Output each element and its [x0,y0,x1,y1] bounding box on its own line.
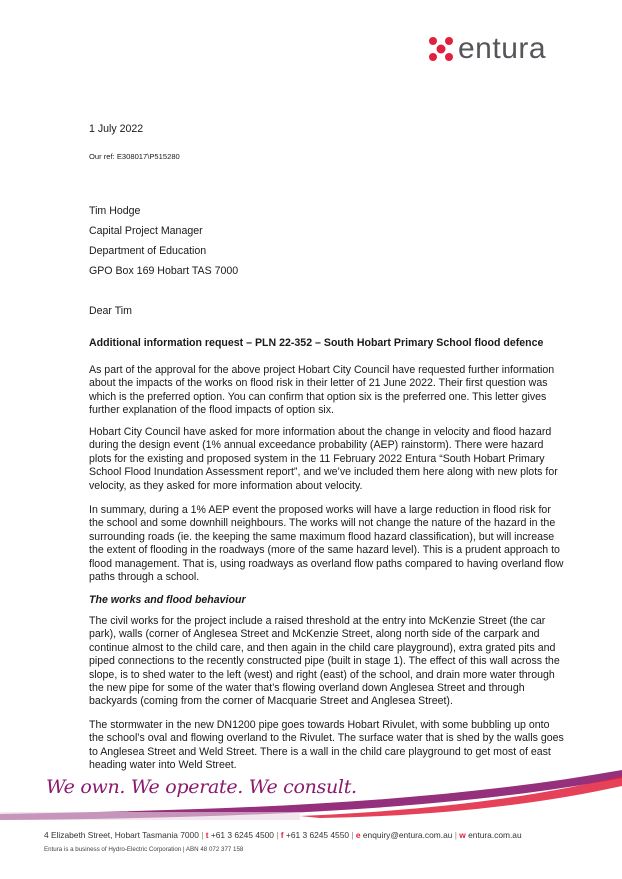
text-line: flood management. That is, using roadways as overland flow paths compared to having overland flow [89,557,564,570]
text-line: the school and some downhill neighbours. The works will not change the nature of the hazard in the [89,517,556,530]
text-line: The stormwater in the new DN1200 pipe goes towards Hobart Rivulet, with some bubbling up onto [89,719,550,731]
footer-company: Entura is a business of Hydro-Electric Corporation | ABN 48 072 377 158 [44,846,244,853]
text-line: paths through a school. [89,571,200,584]
text-line: velocity, as they asked for more information about velocity. [89,479,363,492]
letter-date: 1 July 2022 [89,123,144,135]
entura-mark-icon [428,36,454,62]
paragraph-civil-works [89,615,569,709]
text-line: park), walls (corner of Anglesea Street and McKenzie Street, along north side of the carpark and [89,628,540,641]
text-line: about the impacts of the works on flood risk in their letter of 21 June 2022. Their first question was [89,377,548,390]
text-line: which is the preferred option. You can confirm that option six is the preferred one. This letter gives [89,390,547,403]
text-line: the school’s oval and flowing overland to the Rivulet. The surface water that is shed by the walls goes [89,732,564,745]
text-line: the new pipe for some of the water that’s flowing overland down Anglesea Street and through [89,682,525,695]
text-line: heading water into Weld Street. [89,759,237,772]
text-line: piped connections to the recently constructed pipe (built in stage 1). The effect of this wall across the [89,655,560,668]
our-reference: Our ref: E308017\P515280 [89,152,180,161]
text-line: In summary, during a 1% AEP event the proposed works will have a large reduction in flood risk for [89,504,551,516]
paragraph-summary [89,504,569,584]
text-line: plots for the existing and proposed system in the 11 February 2022 Entura “South Hobart Primary [89,452,545,465]
text-line: surrounding roads (ie. the keeping the same maximum flood hazard classification), but will increase [89,530,555,543]
footer-contact-line: 4 Elizabeth Street, Hobart Tasmania 7000 | t +61 3 6245 4500 | f +61 3 6245 4550 | e enquiry@entura.com.au | w entura.com.au [44,830,522,840]
footer-phone: +61 3 6245 4500 [210,830,274,840]
text-line: slope, is to shed water to the left (west) and right (east) of the school, and drain more water through [89,668,555,681]
text-line: The civil works for the project include a raised threshold at the entry into McKenzie Street (the car [89,615,546,627]
recipient-name: Tim Hodge [89,205,141,217]
footer-email-label: e [355,830,361,840]
recipient-organisation: Department of Education [89,245,207,257]
subject-line: Additional information request – PLN 22-352 – South Hobart Primary School flood defence [89,337,544,349]
footer-email[interactable]: enquiry@entura.com.au [362,830,453,840]
salutation: Dear Tim [89,305,132,317]
footer-fax-label: f [280,830,284,840]
text-line: continue almost to the child care, and then again in the child care playground), extra grated pits and [89,641,556,654]
footer-web[interactable]: entura.com.au [468,830,522,840]
text-line: As part of the approval for the above project Hobart City Council have requested further information [89,364,555,376]
logo-text: entura [458,32,547,65]
footer-address: 4 Elizabeth Street, Hobart Tasmania 7000 [44,830,199,840]
text-line: School Flood Inundation Assessment report”, and we’ve included them here along with new plots for [89,466,558,479]
footer-fax: +61 3 6245 4550 [285,830,350,840]
footer-tagline: We own. We operate. We consult. [46,776,357,798]
text-line: Hobart City Council have asked for more information about the change in velocity and flood hazard [89,426,552,438]
paragraph-intro [89,364,569,418]
entura-logo [428,34,546,64]
recipient-title: Capital Project Manager [89,225,203,237]
recipient-address: GPO Box 169 Hobart TAS 7000 [89,265,239,277]
text-line: during the design event (1% annual exceedance probability (AEP) rainstorm). There were hazard [89,439,544,452]
footer-phone-label: t [205,830,209,840]
text-line: further explanation of the flood impacts of option six. [89,404,334,417]
footer-web-label: w [459,830,466,840]
text-line: the extent of flooding in the roadways (more of the same hazard level). This is a prudent approach to [89,544,560,557]
text-line: to Anglesea Street and Weld Street. There is a wall in the child care playground to get most of east [89,745,551,758]
text-line: backyards (coming from the corner of Macquarie Street and Anglesea Street). [89,695,453,708]
paragraph-velocity [89,426,569,493]
section-heading: The works and flood behaviour [89,594,246,606]
